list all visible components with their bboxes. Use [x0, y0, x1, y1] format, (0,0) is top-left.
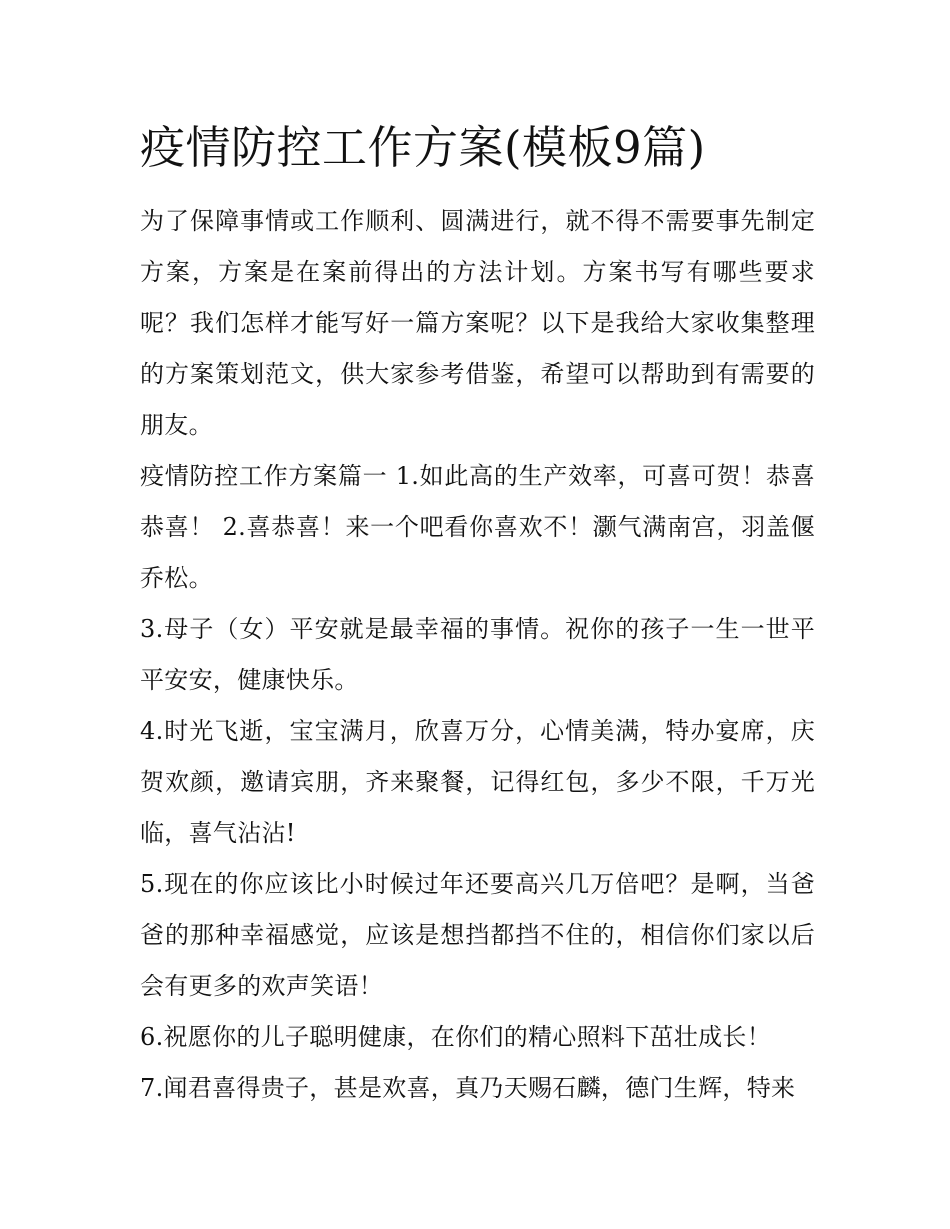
paragraph-section-one: 疫情防控工作方案篇一 1.如此高的生产效率，可喜可贺！恭喜恭喜！ 2.喜恭喜！来一个吧看你喜欢不！灏气满南宫，羽盖偃乔松。: [140, 462, 815, 592]
paragraph-intro: 为了保障事情或工作顺利、圆满进行，就不得不需要事先制定方案，方案是在案前得出的方法计划。方案书写有哪些要求呢？我们怎样才能写好一篇方案呢？以下是我给大家收集整理的方案策划范文，供大家参考借鉴，希望可以帮助到有需要的朋友。: [140, 207, 815, 439]
paragraph-item-4: 4.时光飞逝，宝宝满月，欣喜万分，心情美满，特办宴席，庆贺欢颜，邀请宾朋，齐来聚餐，记得红包，多少不限，千万光临，喜气沾沾!: [140, 717, 815, 847]
paragraph-item-7: 7.闻君喜得贵子，甚是欢喜，真乃天赐石麟，德门生辉，特来: [140, 1074, 796, 1102]
paragraph-item-5: 5.现在的你应该比小时候过年还要高兴几万倍吧？是啊，当爸爸的那种幸福感觉，应该是想挡都挡不住的，相信你们家以后会有更多的欢声笑语！: [140, 870, 815, 1000]
document-body: [140, 196, 815, 1114]
paragraph-item-6: 6.祝愿你的儿子聪明健康，在你们的精心照料下茁壮成长！: [140, 1023, 771, 1051]
document-title: 疫情防控工作方案(模板9篇): [140, 121, 706, 174]
paragraph-item-3: 3.母子（女）平安就是最幸福的事情。祝你的孩子一生一世平平安安，健康快乐。: [140, 615, 815, 694]
